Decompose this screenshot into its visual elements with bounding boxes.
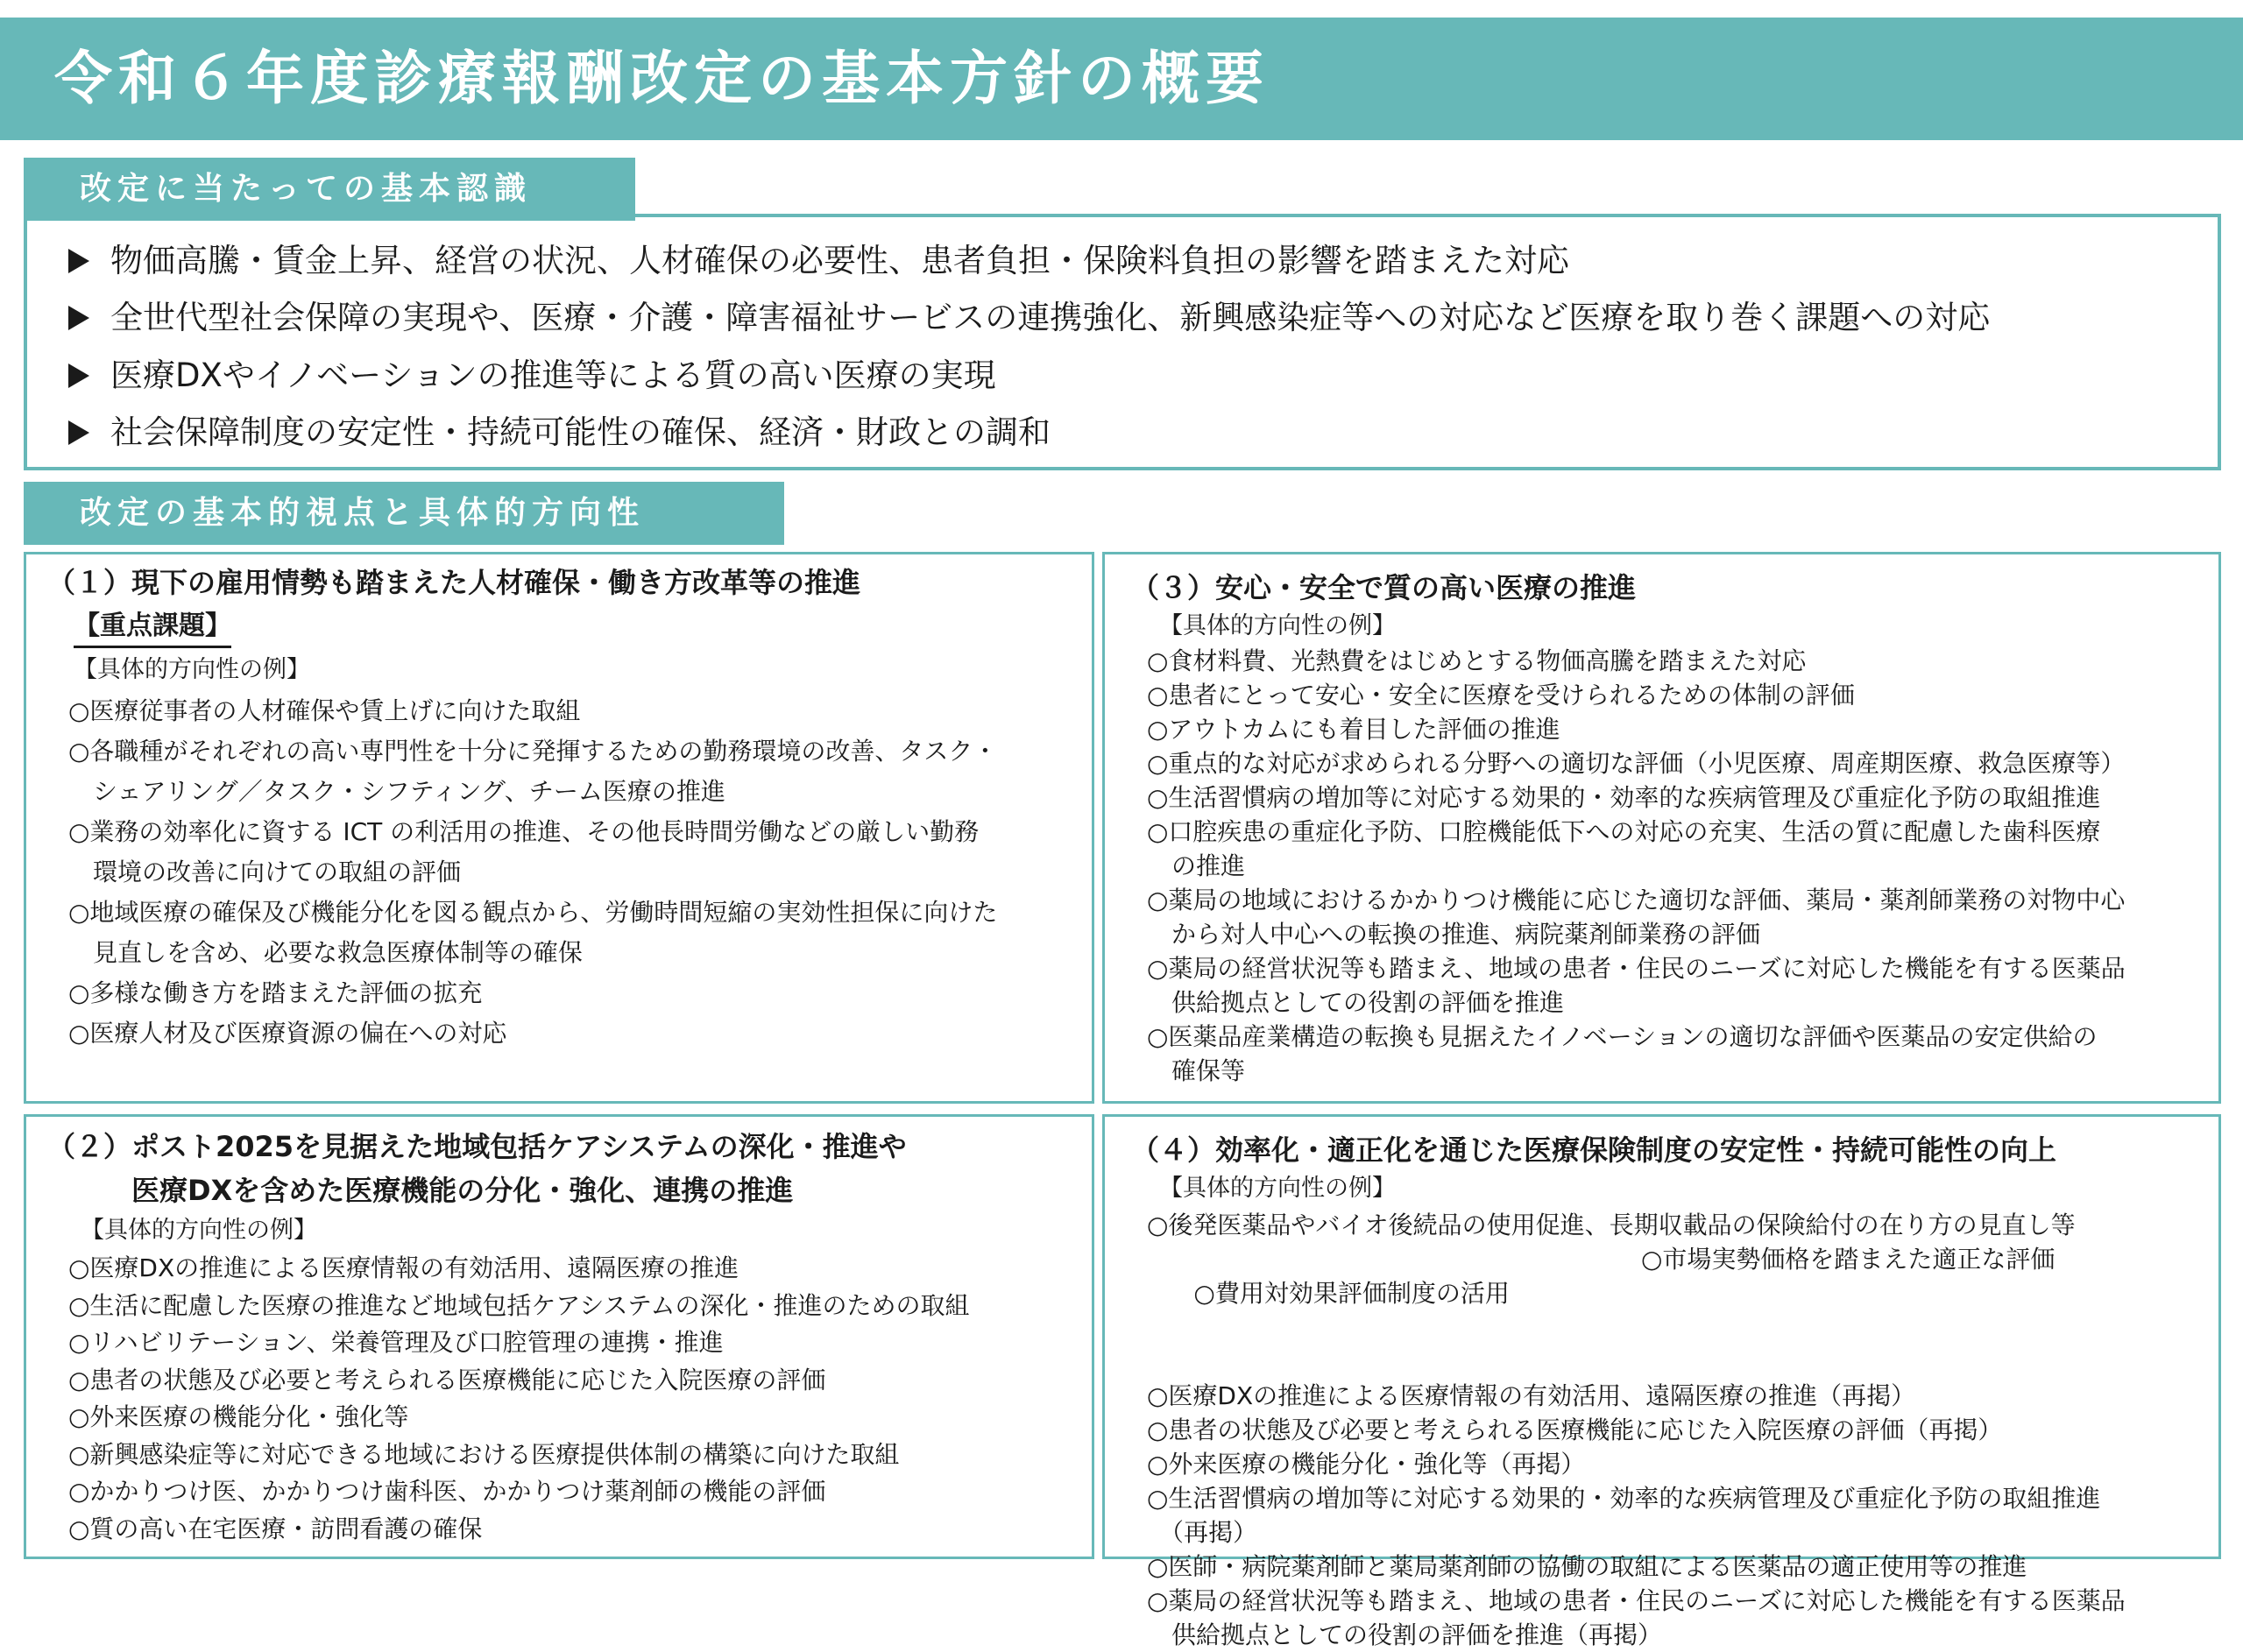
list-item: ○多様な働き方を踏まえた評価の拡充 [68, 978, 483, 1007]
viewpoint-box-4 [1102, 1114, 2221, 1649]
section-heading-basic-recognition: 改定に当たっての基本認識 [24, 158, 635, 221]
examples-list [68, 1250, 970, 1548]
box-title: （４）効率化・適正化を通じた医療保険制度の安定性・持続可能性の向上 [1131, 1133, 2057, 1167]
list-item: ○かかりつけ医、かかりつけ歯科医、かかりつけ薬剤師の機能の評価 [68, 1477, 826, 1506]
list-item: ○薬局の経営状況等も踏まえ、地域の患者・住民のニーズに対応した機能を有する医薬品 供給拠点としての役割の評価を推進 [1147, 954, 2126, 1017]
list-item: ○薬局の地域におけるかかりつけ機能に応じた適切な評価、薬局・薬剤師業務の対物中心 から対人中心への転換の推進、病院薬剤師業務の評価 [1147, 886, 2126, 949]
list-item: ○各職種がそれぞれの高い専門性を十分に発揮するための勤務環境の改善、タスク・ シェアリング／タスク・シフティング、チーム医療の推進 [68, 737, 998, 806]
examples-list [68, 691, 997, 1054]
list-item-pair [1147, 1242, 2126, 1379]
examples-label: 【具体的方向性の例】 [74, 656, 310, 683]
box-title-line-1: （２）ポスト2025を見据えた地域包括ケアシステムの深化・推進や [47, 1130, 907, 1163]
list-item: ○新興感染症等に対応できる地域における医療提供体制の構築に向けた取組 [68, 1439, 900, 1469]
list-item: ○生活習慣病の増加等に対応する効果的・効率的な疾病管理及び重症化予防の取組推進 （再掲） [1147, 1484, 2101, 1547]
viewpoint-box-1 [24, 552, 1094, 1104]
list-item: ○医療DXの推進による医療情報の有効活用、遠隔医療の推進 [68, 1253, 739, 1282]
list-item: ○業務の効率化に資する ICT の利活用の推進、その他長時間労働などの厳しい勤務 環境の改善に向けての取組の評価 [68, 817, 980, 886]
basic-recognition-list [68, 232, 1990, 462]
list-item: 物価高騰・賃金上昇、経営の状況、人材確保の必要性、患者負担・保険料負担の影響を踏まえた対応 [68, 232, 1990, 290]
triangle-bullet-icon [68, 420, 89, 445]
list-item: ○市場実勢価格を踏まえた適正な評価 [1641, 1245, 2055, 1274]
section-heading-viewpoints: 改定の基本的視点と具体的方向性 [24, 482, 784, 545]
examples-list [1147, 644, 2126, 1088]
list-item: ○外来医療の機能分化・強化等（再掲） [1147, 1450, 1586, 1479]
viewpoint-box-2 [24, 1114, 1094, 1559]
list-item: ○医療従事者の人材確保や賃上げに向けた取組 [68, 696, 581, 725]
priority-label: 【重点課題】 [74, 607, 231, 648]
list-item: ○患者の状態及び必要と考えられる医療機能に応じた入院医療の評価 [68, 1365, 826, 1394]
list-item: ○口腔疾患の重症化予防、口腔機能低下への対応の充実、生活の質に配慮した歯科医療 の推進 [1147, 817, 2101, 880]
list-item: ○医療DXの推進による医療情報の有効活用、遠隔医療の推進（再掲） [1147, 1381, 1916, 1410]
list-item: ○患者にとって安心・安全に医療を受けられるための体制の評価 [1147, 681, 1855, 710]
list-item: ○患者の状態及び必要と考えられる医療機能に応じた入院医療の評価（再掲） [1147, 1415, 2003, 1444]
triangle-bullet-icon [68, 364, 89, 388]
examples-label: 【具体的方向性の例】 [1159, 1175, 1396, 1202]
box-title: （３）安心・安全で質の高い医療の推進 [1131, 571, 1637, 604]
list-item: ○生活に配慮した医療の推進など地域包括ケアシステムの深化・推進のための取組 [68, 1290, 970, 1320]
triangle-bullet-icon [68, 249, 89, 273]
list-item: ○医療人材及び医療資源の偏在への対応 [68, 1019, 507, 1048]
list-item: ○後発医薬品やバイオ後続品の使用促進、長期収載品の保険給付の在り方の見直し等 [1147, 1211, 2076, 1239]
viewpoint-box-3 [1102, 552, 2221, 1104]
list-item: 全世代型社会保障の実現や、医療・介護・障害福祉サービスの連携強化、新興感染症等への対応など医療を取り巻く課題への対応 [68, 290, 1990, 348]
list-item: ○外来医療の機能分化・強化等 [68, 1402, 409, 1431]
list-item: ○生活習慣病の増加等に対応する効果的・効率的な疾病管理及び重症化予防の取組推進 [1147, 783, 2101, 812]
title-bar [0, 18, 2243, 140]
box-title: （１）現下の雇用情勢も踏まえた人材確保・働き方改革等の推進 [47, 566, 861, 599]
list-item: ○医薬品産業構造の転換も見据えたイノベーションの適切な評価や医薬品の安定供給の 確保等 [1147, 1022, 2098, 1085]
examples-label: 【具体的方向性の例】 [1159, 612, 1396, 639]
list-item: ○医師・病院薬剤師と薬局薬剤師の協働の取組による医薬品の適正使用等の推進 [1147, 1552, 2027, 1581]
list-item: ○質の高い在宅医療・訪問看護の確保 [68, 1514, 483, 1543]
list-item: ○重点的な対応が求められる分野への適切な評価（小児医療、周産期医療、救急医療等） [1147, 749, 2126, 778]
list-item: ○薬局の経営状況等も踏まえ、地域の患者・住民のニーズに対応した機能を有する医薬品 供給拠点としての役割の評価を推進（再掲） [1147, 1586, 2126, 1649]
examples-label: 【具体的方向性の例】 [81, 1217, 317, 1244]
list-item: ○リハビリテーション、栄養管理及び口腔管理の連携・推進 [68, 1328, 724, 1357]
list-item: ○費用対効果評価制度の活用 [1193, 1279, 1510, 1308]
list-item: ○アウトカムにも着目した評価の推進 [1147, 715, 1560, 744]
triangle-bullet-icon [68, 306, 89, 330]
page-title: 令和６年度診療報酬改定の基本方針の概要 [54, 45, 1270, 112]
list-item: ○地域医療の確保及び機能分化を図る観点から、労働時間短縮の実効性担保に向けた 見直しを含め、必要な救急医療体制等の確保 [68, 898, 998, 967]
list-item: 医療DXやイノベーションの推進等による質の高い医療の実現 [68, 347, 1990, 405]
list-item: 社会保障制度の安定性・持続可能性の確保、経済・財政との調和 [68, 405, 1990, 462]
box-title-line-2: 医療DXを含めた医療機能の分化・強化、連携の推進 [131, 1174, 794, 1207]
list-item: ○食材料費、光熱費をはじめとする物価高騰を踏まえた対応 [1147, 646, 1807, 675]
